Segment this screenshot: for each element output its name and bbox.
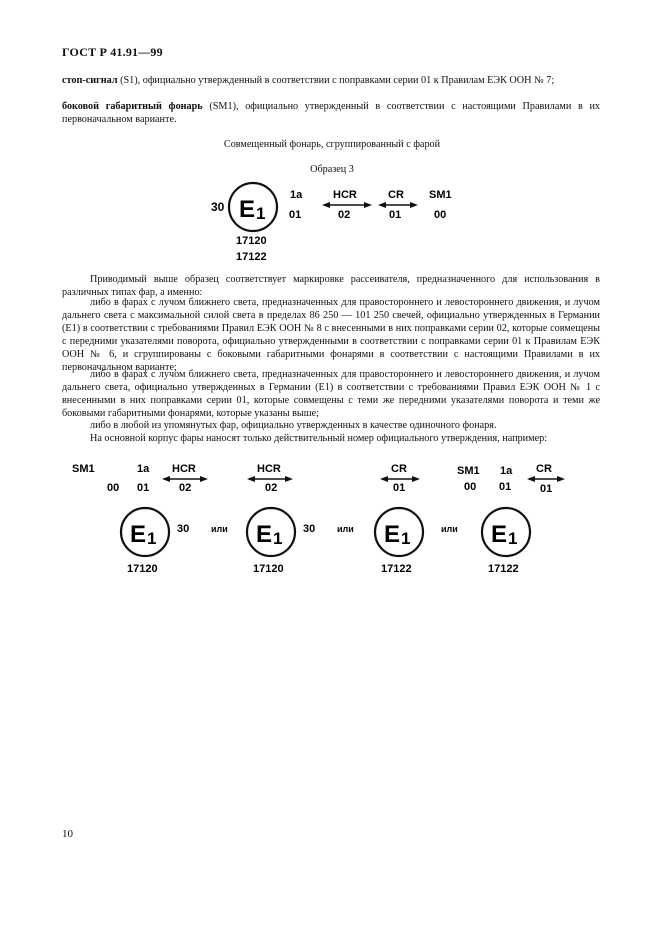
- sample3-e-number: 1: [256, 204, 266, 223]
- ex1-c3-bottom: 02: [179, 482, 192, 494]
- ex1-e-letter: E: [130, 521, 147, 548]
- ex1-c2-bottom: 01: [137, 482, 150, 494]
- ex2-c1-top: HCR: [257, 463, 281, 475]
- ex4-e-number: 1: [508, 529, 518, 548]
- sample3-e-letter: E: [239, 196, 256, 223]
- sample3-intensity: 30: [211, 200, 225, 214]
- term-side-marker: боковой габаритный фонарь: [62, 101, 203, 112]
- double-arrow-icon: [322, 202, 372, 208]
- ex1-c3-top: HCR: [172, 463, 196, 475]
- double-arrow-icon: [378, 202, 418, 208]
- sample3-approval-mark: [200, 180, 470, 265]
- page-number: 10: [62, 828, 73, 840]
- ex1-c1-top: SM1: [72, 463, 95, 475]
- ex3-e-letter: E: [384, 521, 401, 548]
- ex1-c2-top: 1a: [137, 463, 150, 475]
- text-stop-signal: (S1), официально утвержденный в соответствии с поправками серии 01 к Правилам ЕЭК ООН № 7;: [117, 75, 555, 86]
- sample3-col2-top: HCR: [333, 189, 357, 201]
- ex1-intensity: 30: [177, 523, 190, 535]
- or-label: или: [337, 524, 354, 534]
- example-3-mark: [375, 463, 423, 575]
- sample3-col1-bottom: 01: [289, 209, 302, 221]
- example-2-mark: [247, 463, 315, 575]
- ex1-e-number: 1: [147, 529, 157, 548]
- ex4-c2-top: 1a: [500, 465, 513, 477]
- ex1-c1-bottom: 00: [107, 482, 120, 494]
- sample3-col4-top: SM1: [429, 189, 452, 201]
- body-paragraph-3: либо в фарах с лучом ближнего света, предназначенных для правостороннего и левостороннего движения, и лучом дальнего света, официально утвержденных в Германии (E1) в соответствии с требованиями Правил ЕЭК ООН № 1 с внесенными в них поправками серии 01, которые совмещены с теми же передними указателями поворота и теми же боковыми габаритными фонарями, которые указаны выше;: [62, 369, 600, 419]
- example-4-mark: [457, 463, 565, 575]
- ex4-c2-bottom: 01: [499, 481, 512, 493]
- examples-approval-marks: [60, 455, 600, 580]
- body-paragraph-2: либо в фарах с лучом ближнего света, предназначенных для правостороннего и левостороннего движения, и лучом дальнего света с максимальной силой света в пределах 86 250 — 101 250 свечей, официально утвержденных в Германии (E1) в соответствии с требованиями Правил ЕЭК ООН № 8 с внесенными в них поправками серии 02, которые совмещены с передними указателями поворота, официально утвержденными в соответствии с поправками серии 01 к Правилам ЕЭК ООН № 6, и сгруппированы с боковыми габаритными фонарями в соответствии с настоящими Правилами в их первоначальном варианте;: [62, 297, 600, 373]
- intro-item-side-marker: [62, 100, 600, 126]
- ex3-e-number: 1: [401, 529, 411, 548]
- ex1-number: 17120: [127, 563, 158, 575]
- section-title: Совмещенный фонарь, сгруппированный с фарой: [223, 139, 441, 150]
- example-1-mark: [72, 463, 208, 575]
- term-stop-signal: стоп-сигнал: [62, 75, 118, 86]
- ex4-c3-top: CR: [536, 463, 552, 475]
- ex2-e-letter: E: [256, 521, 273, 548]
- sample3-col4-bottom: 00: [434, 209, 447, 221]
- ex4-e-letter: E: [491, 521, 508, 548]
- ex2-e-number: 1: [273, 529, 283, 548]
- sample3-col3-top: CR: [388, 189, 404, 201]
- body-paragraph-5: На основной корпус фары наносят только действительный номер официального утверждения, например:: [90, 433, 548, 444]
- ex2-c1-bottom: 02: [265, 482, 278, 494]
- sample3-col3-bottom: 01: [389, 209, 402, 221]
- sample-title: Образец 3: [310, 164, 354, 175]
- text-side-marker: (SM1), официально утвержденный в соответствии с настоящими Правилами в их первоначальном варианте.: [62, 101, 600, 125]
- intro-item-stop-signal: [62, 74, 600, 87]
- sample3-number2: 17122: [236, 251, 267, 263]
- body-paragraph-4: либо в любой из упомянутых фар, официально утвержденных в качестве одиночного фонаря.: [90, 420, 497, 431]
- ex4-number: 17122: [488, 563, 519, 575]
- ex3-c1-top: CR: [391, 463, 407, 475]
- sample3-number1: 17120: [236, 235, 267, 247]
- ex4-c1-bottom: 00: [464, 481, 477, 493]
- body-paragraph-1: Приводимый выше образец соответствует маркировке рассеивателя, предназначенного для использования в различных типах фар, а именно:: [62, 274, 600, 298]
- ex4-c3-bottom: 01: [540, 483, 553, 495]
- ex2-number: 17120: [253, 563, 284, 575]
- ex3-number: 17122: [381, 563, 412, 575]
- double-arrow-icon: [527, 476, 565, 482]
- sample3-col2-bottom: 02: [338, 209, 351, 221]
- or-label: или: [211, 524, 228, 534]
- sample3-col1-top: 1a: [290, 189, 303, 201]
- or-label: или: [441, 524, 458, 534]
- ex2-intensity: 30: [303, 523, 316, 535]
- document-code: ГОСТ Р 41.91—99: [62, 45, 163, 59]
- ex3-c1-bottom: 01: [393, 482, 406, 494]
- ex4-c1-top: SM1: [457, 465, 480, 477]
